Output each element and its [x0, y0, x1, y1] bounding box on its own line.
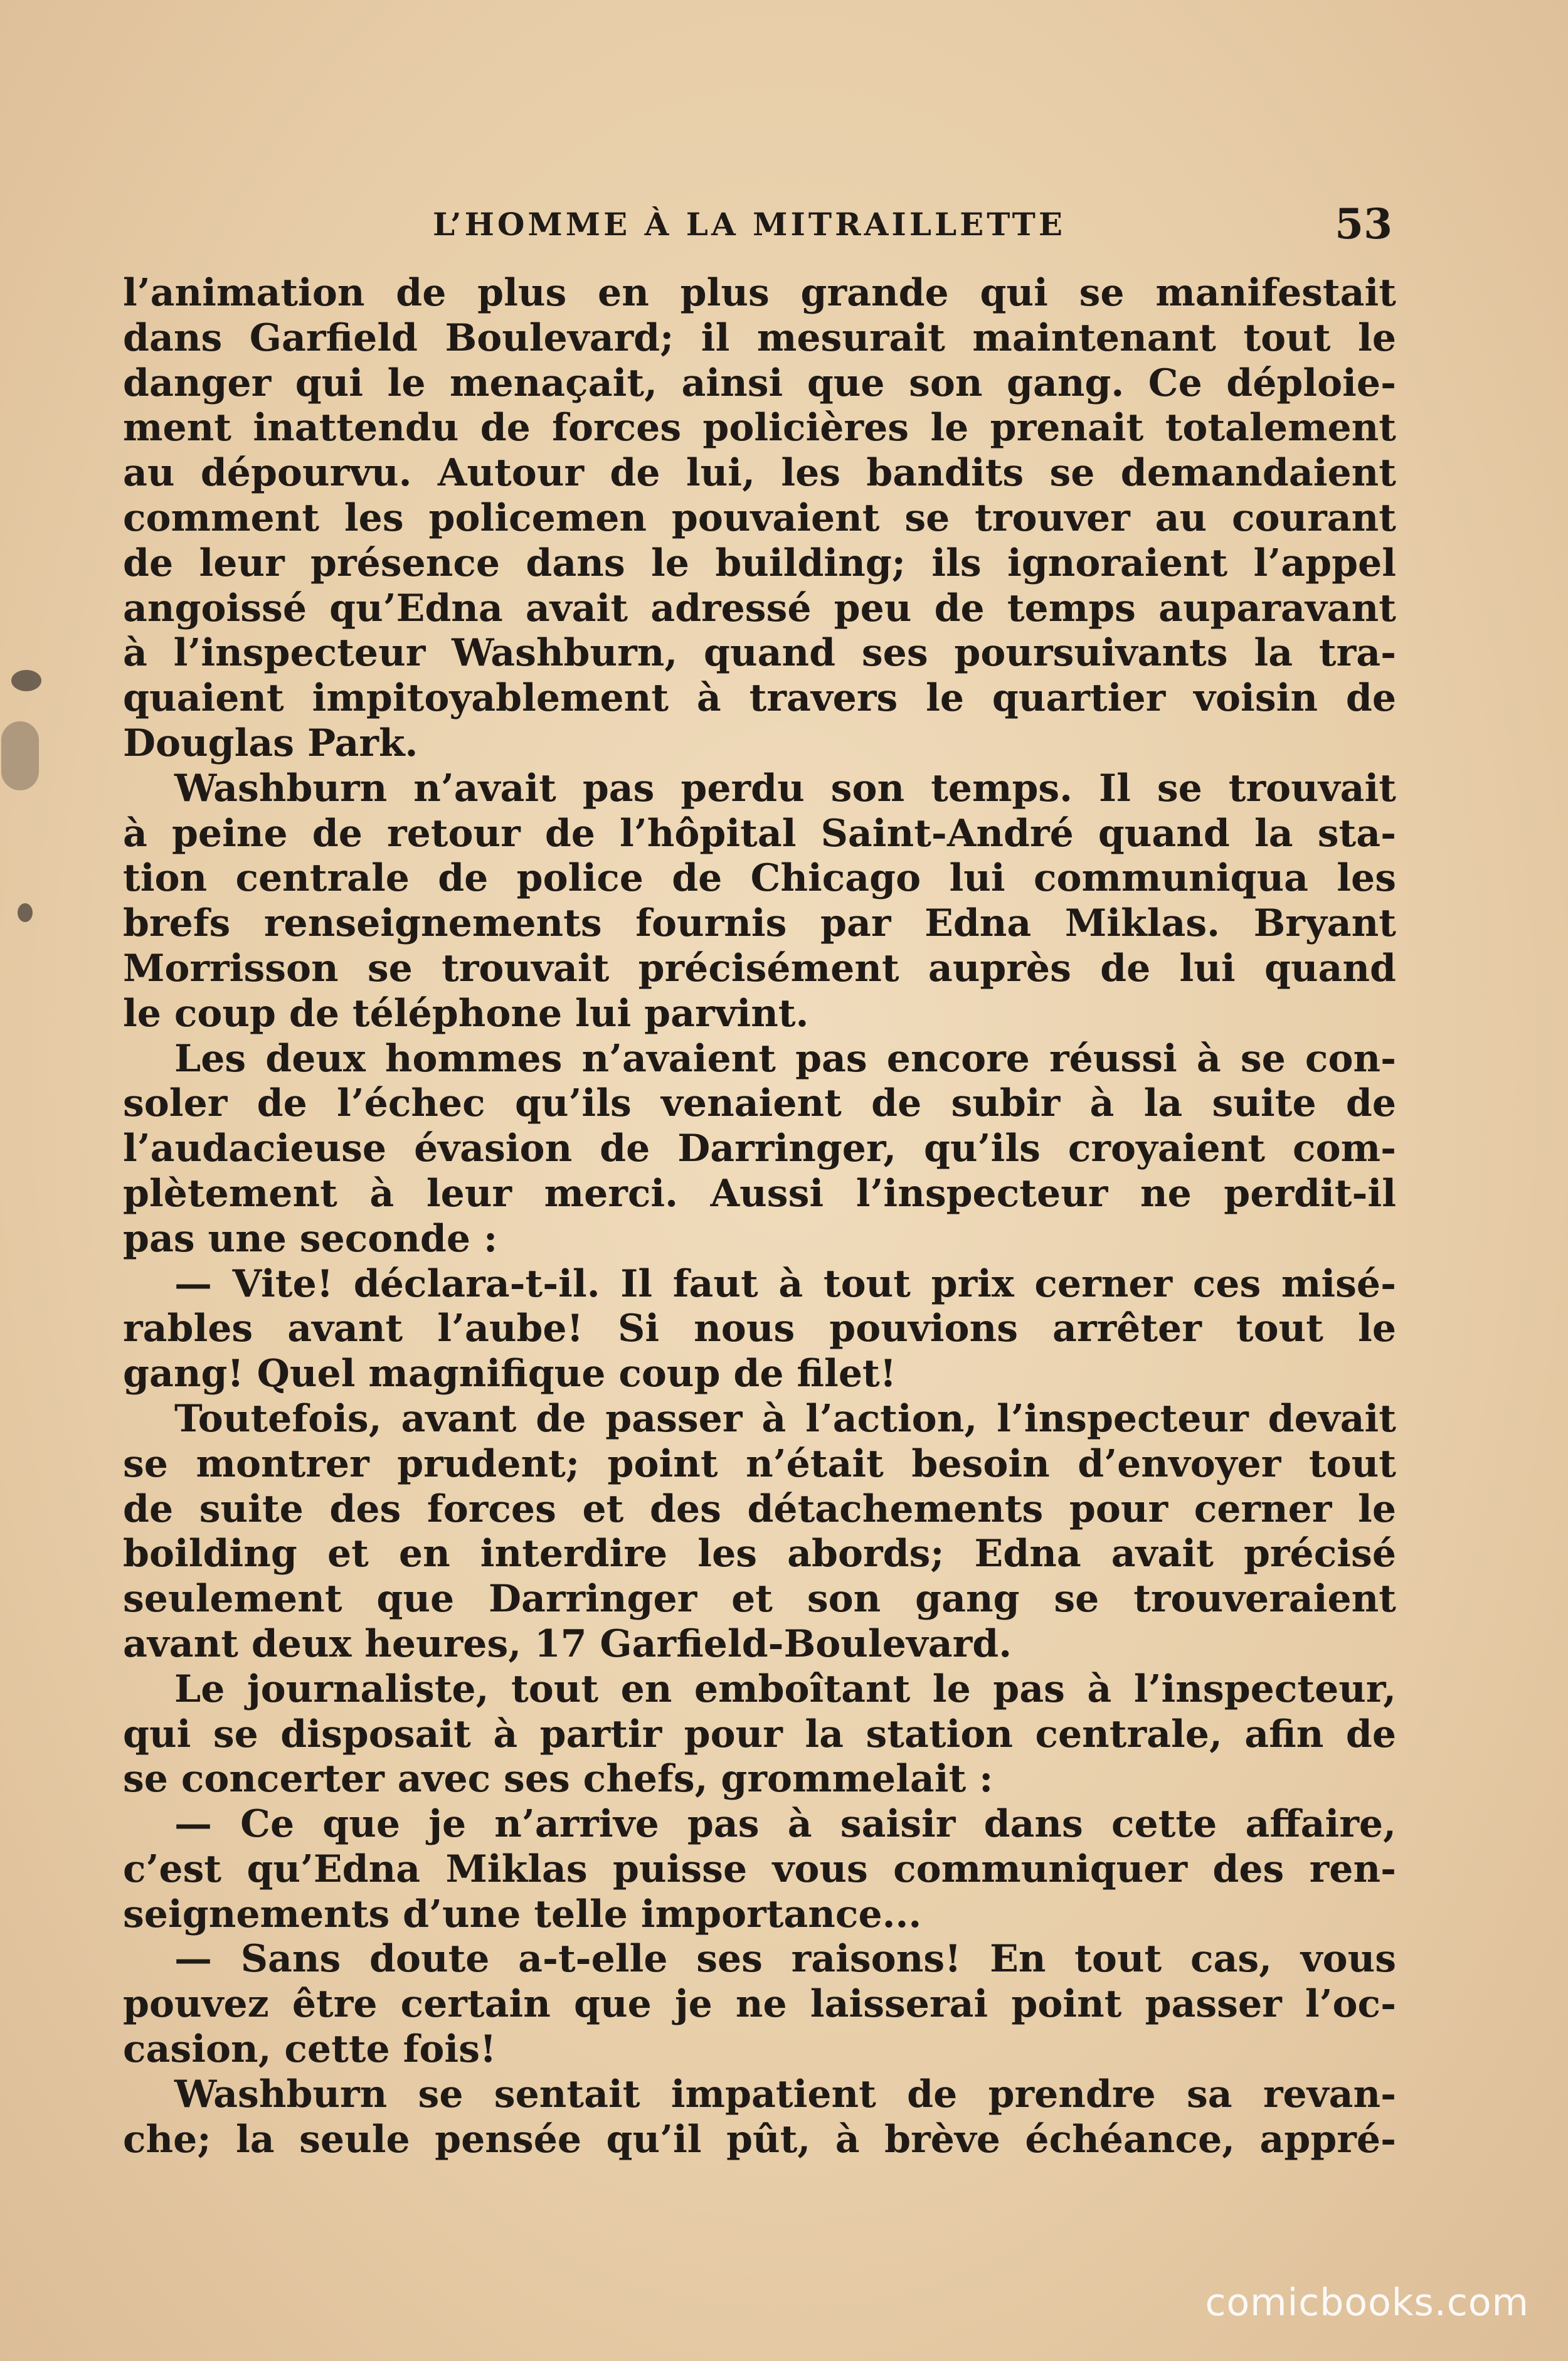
text-line: rables avant l’aube! Si nous pouvions arrêter tout le	[123, 1307, 1396, 1351]
text-line: plètement à leur merci. Aussi l’inspecteur ne perdit-il	[123, 1171, 1396, 1216]
text-line: quaient impitoyablement à travers le quartier voisin de	[123, 676, 1396, 721]
text-line: casion, cette fois!	[123, 2027, 497, 2072]
text-line: Toutefois, avant de passer à l’action, l’inspecteur devait	[174, 1396, 1396, 1441]
text-line: se montrer prudent; point n’était besoin d’envoyer tout	[123, 1441, 1396, 1486]
text-line: gang! Quel magnifique coup de filet!	[123, 1352, 897, 1396]
text-line: brefs renseignements fournis par Edna Miklas. Bryant	[123, 901, 1396, 946]
text-line: à peine de retour de l’hôpital Saint-André quand la sta-	[123, 811, 1396, 856]
text-line: — Sans doute a-t-elle ses raisons! En tout cas, vous	[174, 1937, 1396, 1982]
text-line: au dépourvu. Autour de lui, les bandits se demandaient	[123, 451, 1396, 496]
text-line: qui se disposait à partir pour la station centrale, afin de	[123, 1712, 1396, 1756]
text-line: pas une seconde :	[123, 1216, 498, 1261]
text-line: Douglas Park.	[123, 721, 418, 765]
page-number: 53	[1335, 199, 1392, 248]
text-line: Washburn se sentait impatient de prendre sa revan-	[174, 2072, 1396, 2116]
body-text	[123, 271, 1396, 2165]
text-line: — Vite! déclara-t-il. Il faut à tout prix cerner ces misé-	[174, 1261, 1396, 1306]
text-line: ment inattendu de forces policières le prenait totalement	[123, 406, 1396, 450]
text-line: comment les policemen pouvaient se trouver au courant	[123, 496, 1396, 540]
text-line: l’audacieuse évasion de Darringer, qu’ils croyaient com-	[123, 1127, 1396, 1171]
page-header	[125, 199, 1392, 256]
text-line: seulement que Darringer et son gang se trouveraient	[123, 1577, 1396, 1621]
text-line: c’est qu’Edna Miklas puisse vous communiquer des ren-	[123, 1847, 1396, 1891]
text-line: seignements d’une telle importance...	[123, 1892, 922, 1936]
text-line: pouvez être certain que je ne laisserai point passer l’oc-	[123, 1982, 1396, 2027]
text-line: Le journaliste, tout en emboîtant le pas à l’inspecteur,	[174, 1667, 1396, 1711]
watermark: comicbooks.com	[1205, 2281, 1529, 2325]
text-line: danger qui le menaçait, ainsi que son gang. Ce déploie-	[123, 361, 1396, 405]
text-line: l’animation de plus en plus grande qui se manifestait	[123, 271, 1396, 315]
ink-blot	[18, 903, 33, 922]
text-line: Washburn n’avait pas perdu son temps. Il se trouvait	[174, 766, 1396, 810]
text-line: boilding et en interdire les abords; Edna avait précisé	[123, 1532, 1396, 1576]
text-line: de suite des forces et des détachements pour cerner le	[123, 1487, 1396, 1531]
text-line: soler de l’échec qu’ils venaient de subir à la suite de	[123, 1081, 1396, 1126]
ink-blot	[1, 721, 39, 790]
text-line: tion centrale de police de Chicago lui communiqua les	[123, 856, 1396, 901]
text-line: se concerter avec ses chefs, grommelait :	[123, 1757, 993, 1801]
text-line: le coup de téléphone lui parvint.	[123, 991, 809, 1036]
text-line: angoissé qu’Edna avait adressé peu de temps auparavant	[123, 586, 1396, 630]
text-line: à l’inspecteur Washburn, quand ses poursuivants la tra-	[123, 631, 1396, 676]
running-title: L’HOMME À LA MITRAILLETTE	[433, 206, 1066, 243]
text-line: — Ce que je n’arrive pas à saisir dans cette affaire,	[174, 1802, 1396, 1847]
text-line: che; la seule pensée qu’il pût, à brève échéance, appré-	[123, 2117, 1396, 2162]
ink-blot	[11, 670, 41, 691]
text-line: Morrisson se trouvait précisément auprès de lui quand	[123, 946, 1396, 990]
text-line: Les deux hommes n’avaient pas encore réussi à se con-	[174, 1036, 1396, 1081]
text-line: de leur présence dans le building; ils ignoraient l’appel	[123, 541, 1396, 585]
text-line: avant deux heures, 17 Garfield-Boulevard.	[123, 1621, 1012, 1666]
text-line: dans Garfield Boulevard; il mesurait maintenant tout le	[123, 316, 1396, 360]
